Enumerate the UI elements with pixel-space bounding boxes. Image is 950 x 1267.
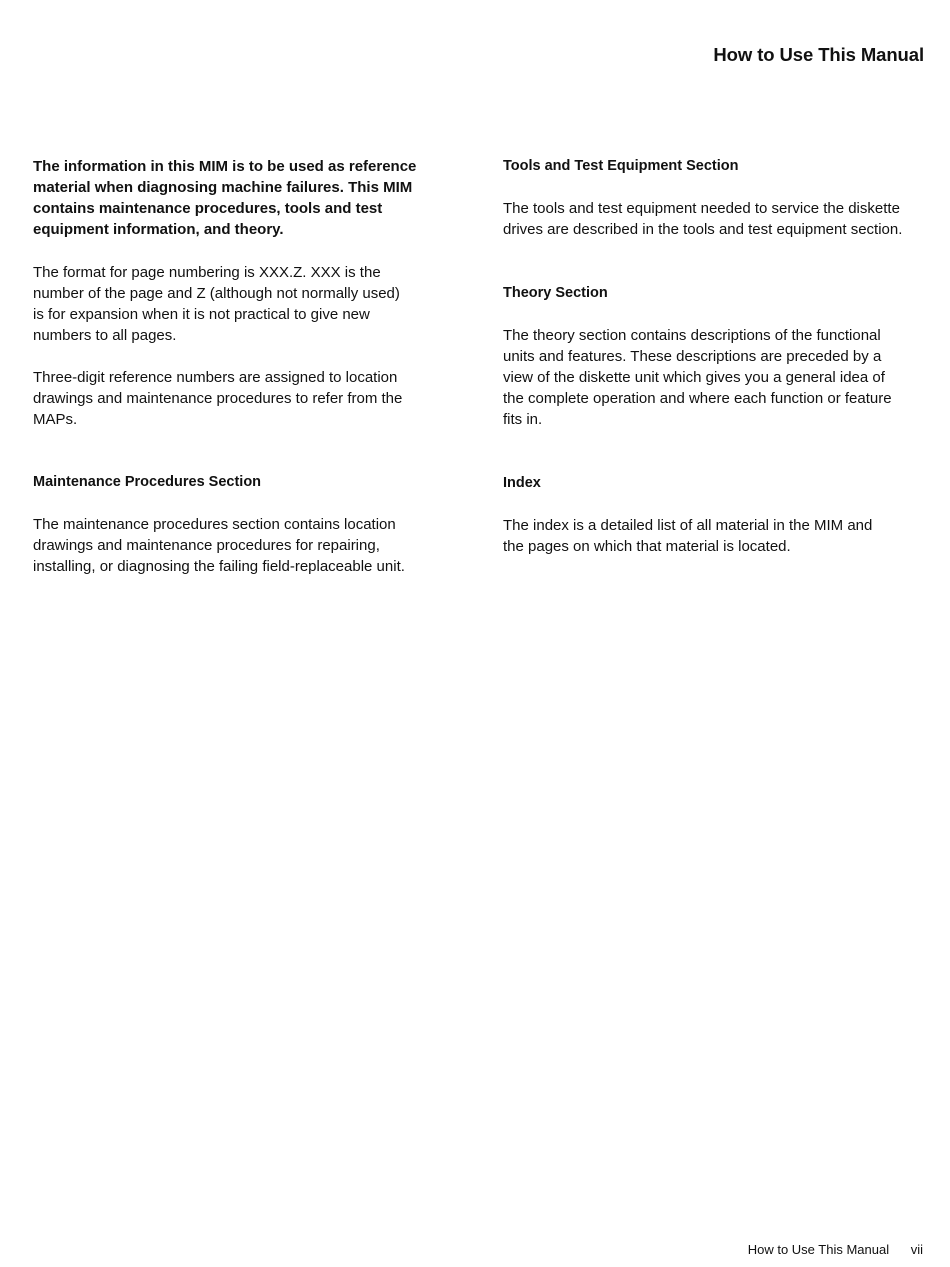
theory-section-paragraph bbox=[503, 325, 933, 430]
tools-section-paragraph bbox=[503, 198, 933, 240]
footer-running-title: How to Use This Manual bbox=[747, 1242, 890, 1257]
text-line: contains maintenance procedures, tools and test bbox=[33, 200, 383, 217]
text-line: the pages on which that material is located. bbox=[503, 538, 791, 555]
text-line: The index is a detailed list of all material in the MIM and bbox=[503, 517, 873, 534]
text-line: equipment information, and theory. bbox=[33, 221, 284, 238]
text-line: The tools and test equipment needed to service the diskette bbox=[503, 200, 900, 217]
text-line: The theory section contains descriptions of the functional bbox=[503, 327, 881, 344]
reference-numbers-paragraph bbox=[33, 367, 453, 430]
left-column bbox=[33, 156, 453, 577]
page-title: How to Use This Manual bbox=[713, 44, 924, 65]
text-line: drawings and maintenance procedures for repairing, bbox=[33, 537, 380, 554]
index-section-paragraph bbox=[503, 515, 933, 557]
text-line: material when diagnosing machine failures. This MIM bbox=[33, 179, 413, 196]
text-line: drawings and maintenance procedures to refer from the bbox=[33, 390, 403, 407]
text-line: view of the diskette unit which gives you a general idea of bbox=[503, 369, 885, 386]
text-line: The information in this MIM is to be used as reference bbox=[33, 158, 417, 175]
maintenance-section-paragraph bbox=[33, 514, 453, 577]
page-footer bbox=[748, 1242, 923, 1257]
right-column bbox=[503, 156, 933, 557]
text-line: drives are described in the tools and test equipment section. bbox=[503, 221, 903, 238]
intro-paragraph bbox=[33, 156, 453, 240]
page-numbering-paragraph bbox=[33, 262, 453, 346]
text-line: The maintenance procedures section contains location bbox=[33, 516, 396, 533]
maintenance-section-heading: Maintenance Procedures Section bbox=[33, 474, 262, 490]
theory-section-heading: Theory Section bbox=[503, 285, 608, 301]
tools-section-heading: Tools and Test Equipment Section bbox=[503, 158, 739, 174]
page-number: vii bbox=[910, 1242, 923, 1257]
text-line: installing, or diagnosing the failing field-replaceable unit. bbox=[33, 558, 405, 575]
index-section-heading: Index bbox=[503, 475, 541, 491]
text-line: fits in. bbox=[503, 411, 543, 428]
text-line: numbers to all pages. bbox=[33, 327, 177, 344]
text-line: the complete operation and where each function or feature bbox=[503, 390, 892, 407]
text-line: number of the page and Z (although not normally used) bbox=[33, 285, 400, 302]
text-line: MAPs. bbox=[33, 411, 78, 428]
text-line: Three-digit reference numbers are assigned to location bbox=[33, 369, 398, 386]
text-line: The format for page numbering is XXX.Z. XXX is the bbox=[33, 264, 381, 281]
text-line: units and features. These descriptions are preceded by a bbox=[503, 348, 882, 365]
text-line: is for expansion when it is not practical to give new bbox=[33, 306, 370, 323]
